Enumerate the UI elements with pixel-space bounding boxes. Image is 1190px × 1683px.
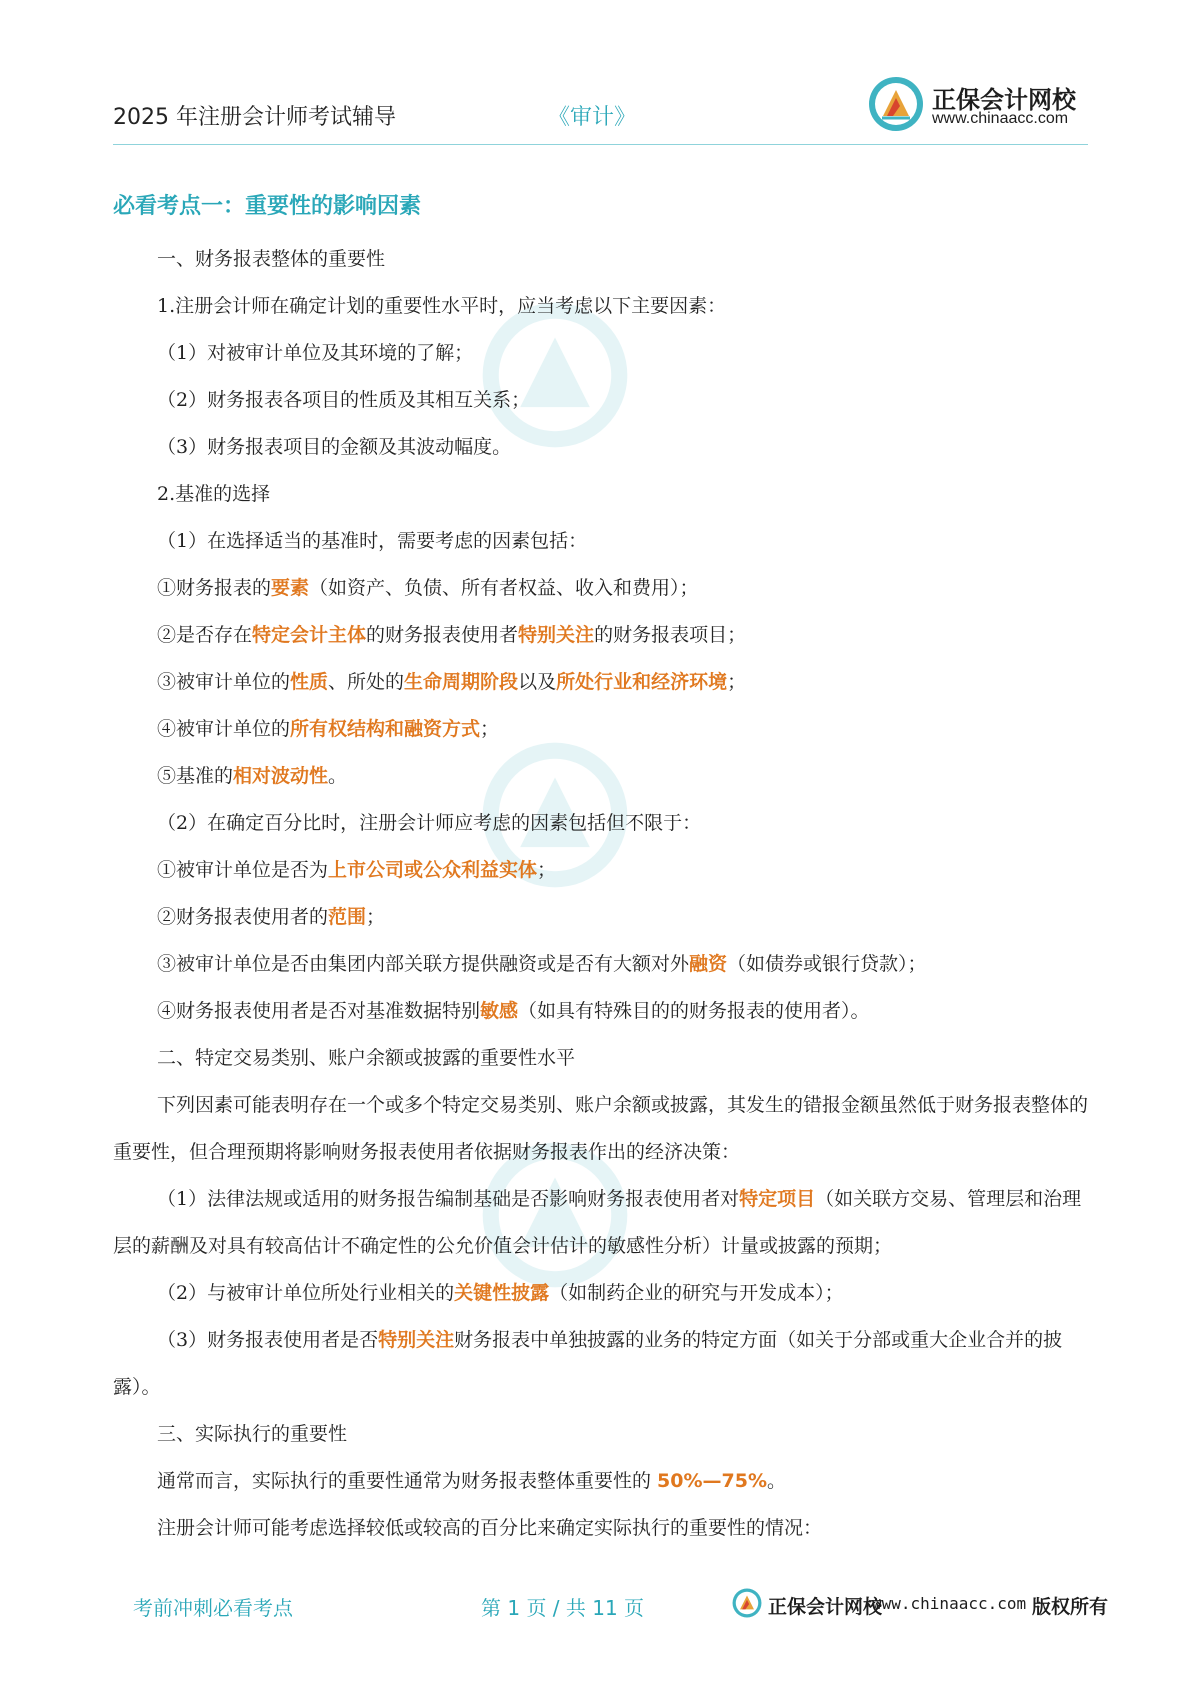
list-item	[113, 894, 1088, 941]
text: ⑤基准的	[157, 765, 234, 787]
list-item	[113, 847, 1088, 894]
logo-icon	[732, 1588, 762, 1618]
section-title: 必看考点一：重要性的影响因素	[113, 194, 422, 219]
highlight: 特定会计主体	[252, 624, 367, 646]
logo-url: www.chinaacc.com	[932, 110, 1069, 127]
text: ①财务报表的	[157, 577, 272, 599]
heading-3: 三、实际执行的重要性	[157, 1423, 348, 1445]
text: （2）与被审计单位所处行业相关的	[157, 1282, 455, 1304]
text: ；	[480, 718, 500, 740]
text: 的财务报表项目；	[594, 624, 747, 646]
paragraph: 2.基准的选择	[157, 483, 271, 505]
highlight: 敏感	[480, 1000, 519, 1022]
page-number: 第 1 页 / 共 11 页	[481, 1596, 645, 1620]
text: （如制药企业的研究与开发成本）；	[549, 1282, 844, 1304]
text: 以及	[518, 671, 557, 693]
header-divider	[113, 144, 1088, 145]
highlight: 生命周期阶段	[404, 671, 519, 693]
copyright: 版权所有	[1032, 1596, 1109, 1618]
text: 、所处的	[328, 671, 405, 693]
text: （如资产、负债、所有者权益、收入和费用）；	[309, 577, 699, 599]
highlight: 特别关注	[378, 1329, 455, 1351]
highlight: 50%—75%	[657, 1470, 768, 1492]
logo-name: 正保会计网校	[932, 86, 1076, 114]
paragraph	[113, 1458, 1088, 1505]
paragraph: 下列因素可能表明存在一个或多个特定交易类别、账户余额或披露，其发生的错报金额虽然低于财务报表整体的重要性，但合理预期将影响财务报表使用者依据财务报表作出的经济决策：	[113, 1094, 1089, 1163]
list-item	[113, 1317, 1088, 1411]
text: （如债券或银行贷款）；	[727, 953, 927, 975]
list-item	[113, 941, 1088, 988]
paragraph: 1.注册会计师在确定计划的重要性水平时，应当考虑以下主要因素：	[157, 295, 727, 317]
text: ②是否存在	[157, 624, 253, 646]
list-item	[113, 659, 1088, 706]
exam-title: 2025 年注册会计师考试辅导	[113, 105, 396, 130]
footer-brand-name: 正保会计网校	[768, 1596, 883, 1618]
page-footer	[0, 1580, 1190, 1630]
list-item: （1）在选择适当的基准时，需要考虑的因素包括：	[157, 530, 588, 552]
highlight: 上市公司或公众利益实体	[328, 859, 538, 881]
text: ③被审计单位是否由集团内部关联方提供融资或是否有大额对外	[157, 953, 690, 975]
text: 。	[328, 765, 348, 787]
logo-icon	[868, 76, 924, 132]
page-header	[0, 0, 1190, 150]
brand-logo	[868, 76, 1088, 136]
heading-2: 二、特定交易类别、账户余额或披露的重要性水平	[157, 1047, 576, 1069]
text: ①被审计单位是否为	[157, 859, 329, 881]
list-item	[113, 1176, 1088, 1270]
highlight: 所处行业和经济环境	[556, 671, 728, 693]
document-body	[113, 190, 1088, 1552]
text: ④被审计单位的	[157, 718, 291, 740]
text: ；	[366, 906, 386, 928]
text: ④财务报表使用者是否对基准数据特别	[157, 1000, 481, 1022]
highlight: 特别关注	[518, 624, 595, 646]
text: 的财务报表使用者	[366, 624, 519, 646]
highlight: 关键性披露	[454, 1282, 550, 1304]
highlight: 性质	[290, 671, 329, 693]
list-item: （3）财务报表项目的金额及其波动幅度。	[157, 436, 512, 458]
list-item: （2）在确定百分比时，注册会计师应考虑的因素包括但不限于：	[157, 812, 702, 834]
footer-label: 考前冲刺必看考点	[133, 1596, 293, 1620]
text: 财务报表中单独披露的业务的特定方面（如关于分部或重大企业合并的披露）。	[113, 1329, 1063, 1398]
text: ；	[537, 859, 557, 881]
highlight: 所有权结构和融资方式	[290, 718, 481, 740]
text: 。	[767, 1470, 787, 1492]
footer-url: www.chinaacc.com	[872, 1594, 1027, 1613]
list-item: （1）对被审计单位及其环境的了解；	[157, 342, 474, 364]
highlight: 范围	[328, 906, 367, 928]
text: 通常而言，实际执行的重要性通常为财务报表整体重要性的	[157, 1470, 658, 1492]
highlight: 要素	[271, 577, 310, 599]
highlight: 相对波动性	[233, 765, 329, 787]
text: （1）法律法规或适用的财务报告编制基础是否影响财务报表使用者对	[157, 1188, 740, 1210]
list-item	[113, 753, 1088, 800]
highlight: 特定项目	[739, 1188, 816, 1210]
list-item	[113, 612, 1088, 659]
text: ③被审计单位的	[157, 671, 291, 693]
highlight: 融资	[689, 953, 728, 975]
text: （如具有特殊目的的财务报表的使用者）。	[518, 1000, 870, 1022]
list-item	[113, 1270, 1088, 1317]
text: （如关联方交易、管理层和治理层的薪酬及对具有较高估计不确定性的公允价值会计估计的敏感性分析）计量或披露的预期；	[113, 1188, 1082, 1257]
list-item	[113, 706, 1088, 753]
list-item	[113, 565, 1088, 612]
paragraph: 注册会计师可能考虑选择较低或较高的百分比来确定实际执行的重要性的情况：	[157, 1517, 823, 1539]
text: ；	[727, 671, 747, 693]
list-item: （2）财务报表各项目的性质及其相互关系；	[157, 389, 531, 411]
list-item	[113, 988, 1088, 1035]
heading-1: 一、财务报表整体的重要性	[157, 248, 386, 270]
text: （3）财务报表使用者是否	[157, 1329, 379, 1351]
subject-title: 《审计》	[548, 105, 637, 130]
text: ②财务报表使用者的	[157, 906, 329, 928]
